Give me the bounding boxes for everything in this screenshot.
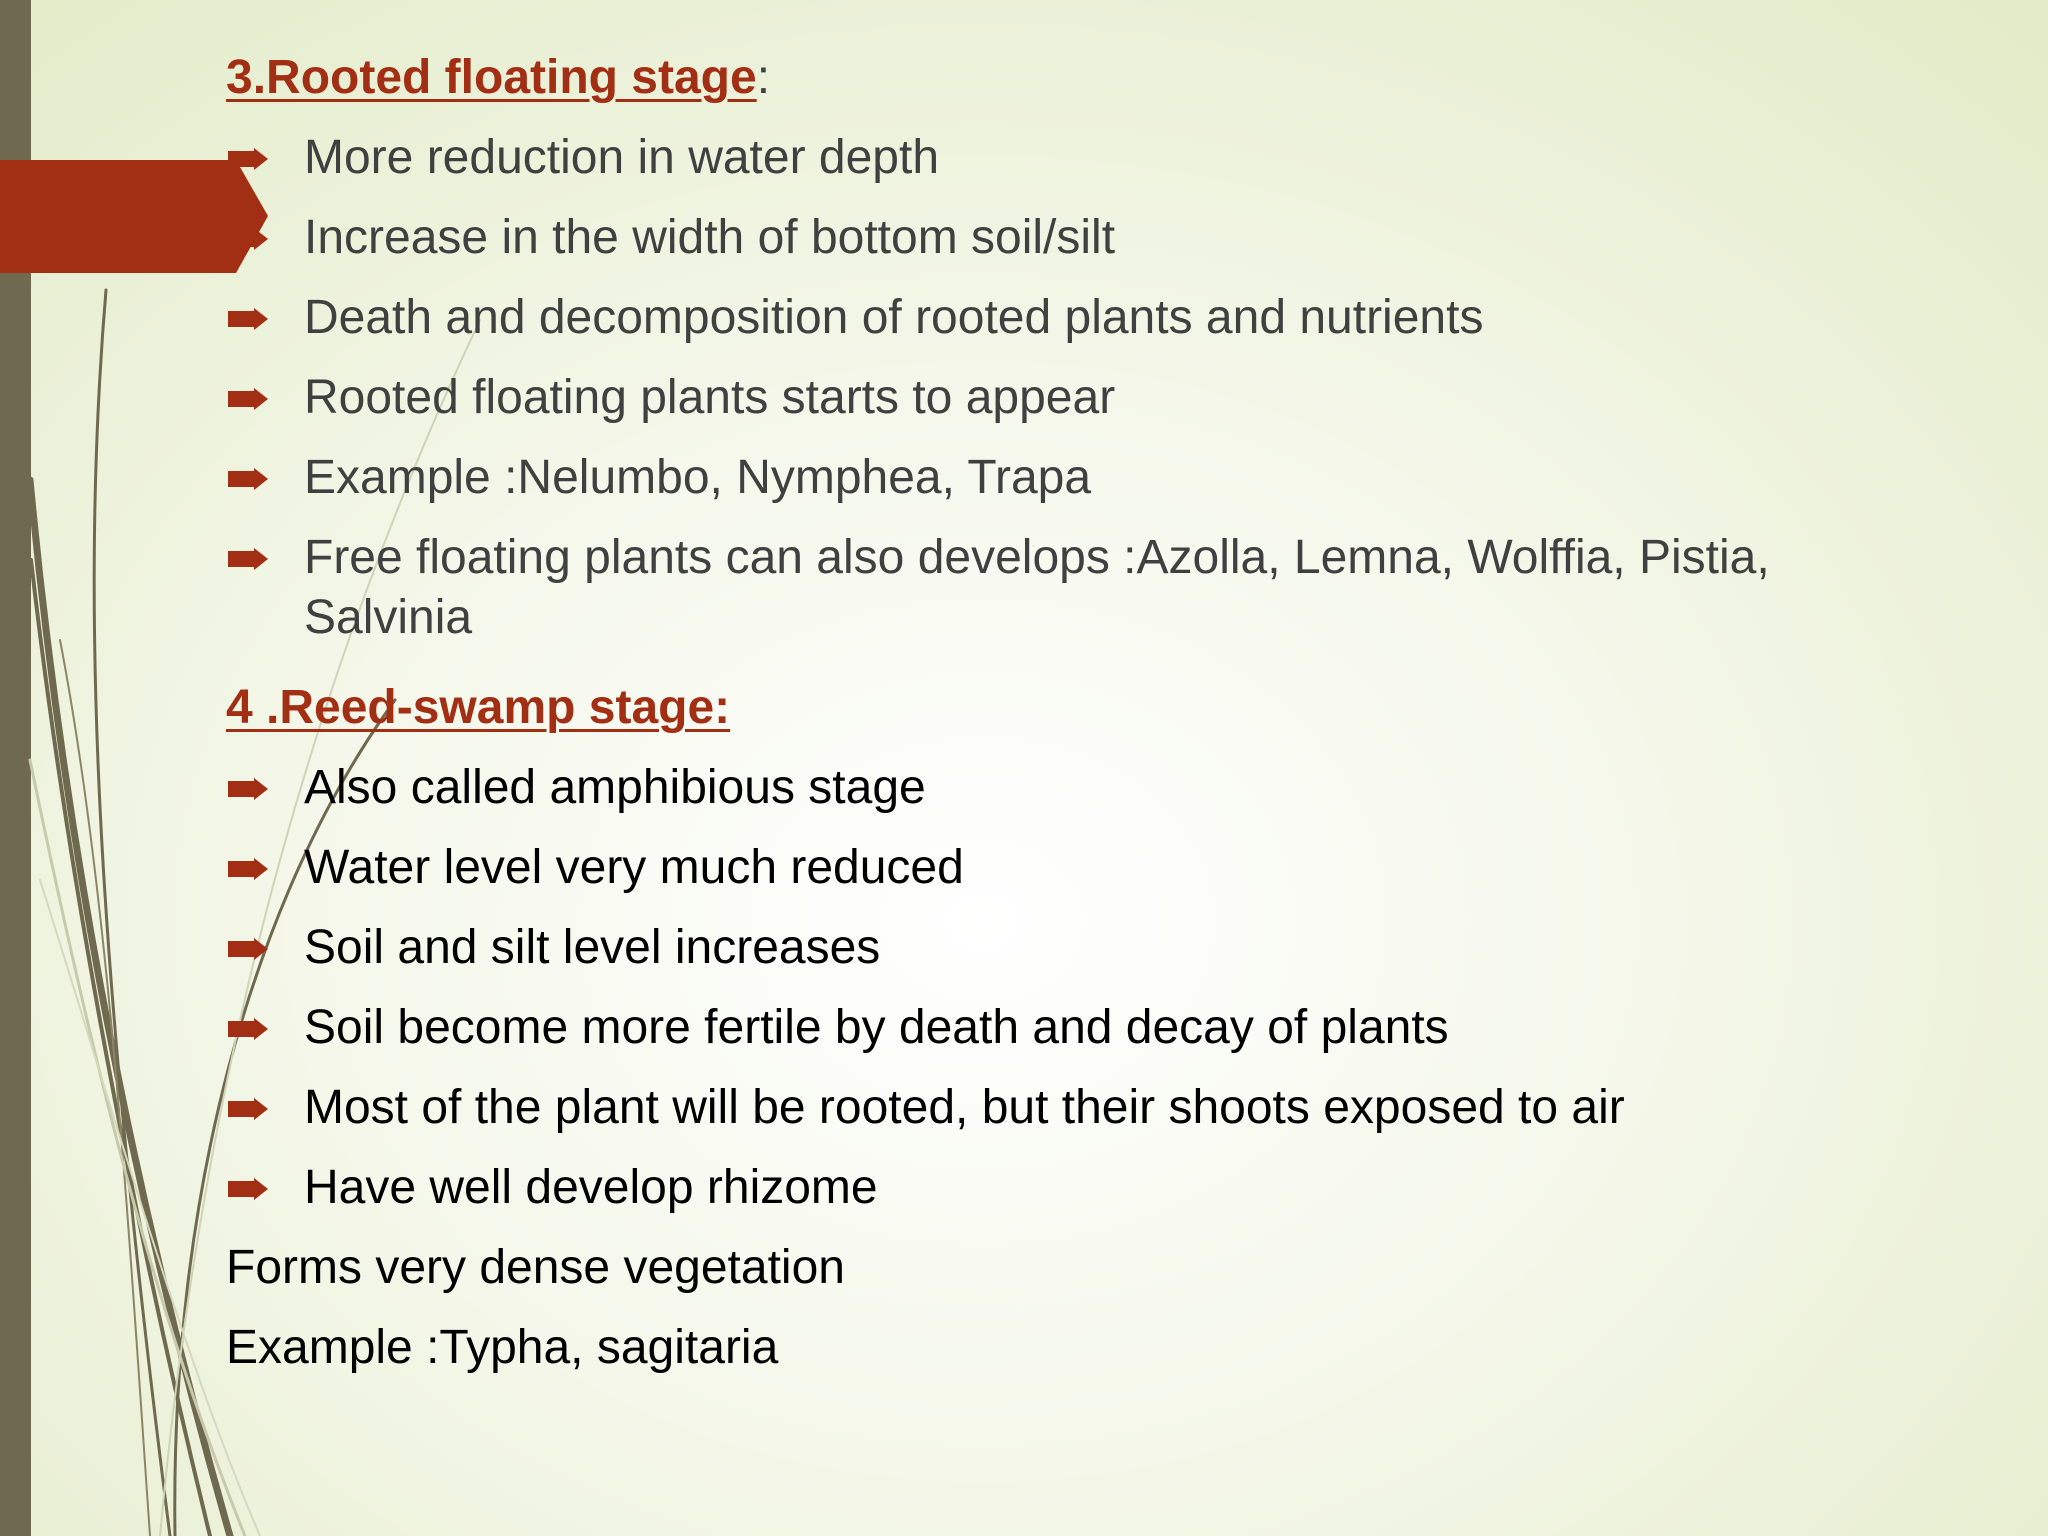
list-item-text: Also called amphibious stage (304, 761, 926, 814)
arrow-bullet-icon (228, 1018, 268, 1040)
arrow-bullet-icon (228, 778, 268, 800)
list-item-text: Water level very much reduced (304, 841, 964, 894)
section4-note: Forms very dense vegetation (226, 1241, 845, 1294)
slide-content (226, 38, 1906, 1398)
arrow-bullet-icon (228, 548, 268, 570)
list-item (226, 528, 1906, 648)
section4-heading (226, 668, 1906, 748)
list-item-text: Have well develop rhizome (304, 1161, 878, 1214)
list-item-text: Free floating plants can also develops :Azolla, Lemna, Wolffia, Pistia, Salvinia (304, 531, 1770, 644)
arrow-bullet-icon (228, 148, 268, 170)
section3-title: 3.Rooted floating stage (226, 51, 757, 104)
list-item (226, 838, 1906, 898)
list-item-text: Soil become more fertile by death and decay of plants (304, 1001, 1449, 1054)
arrow-bullet-icon (228, 1178, 268, 1200)
section3-heading (226, 38, 1906, 118)
arrow-bullet-icon (228, 468, 268, 490)
arrow-bullet-icon (228, 858, 268, 880)
list-item-text: Increase in the width of bottom soil/silt (304, 211, 1116, 264)
arrow-bullet-icon (228, 308, 268, 330)
list-item-text: Death and decomposition of rooted plants and nutrients (304, 291, 1484, 344)
list-item (226, 128, 1906, 188)
section3-title-colon: : (756, 51, 771, 104)
arrow-bullet-icon (228, 938, 268, 960)
list-item (226, 368, 1906, 428)
list-item (226, 998, 1906, 1058)
section4-note: Example :Typha, sagitaria (226, 1321, 779, 1374)
list-item (226, 918, 1906, 978)
list-item (226, 288, 1906, 348)
list-item (226, 758, 1906, 818)
list-item-text: Rooted floating plants starts to appear (304, 371, 1116, 424)
list-item (226, 448, 1906, 508)
list-item-text: Soil and silt level increases (304, 921, 881, 974)
list-item (226, 1078, 1906, 1138)
arrow-bullet-icon (228, 1098, 268, 1120)
list-item (226, 208, 1906, 268)
arrow-bullet-icon (228, 388, 268, 410)
arrow-bullet-icon (228, 228, 268, 250)
list-item-text: Most of the plant will be rooted, but their shoots exposed to air (304, 1081, 1625, 1134)
list-item-text: More reduction in water depth (304, 131, 940, 184)
list-item (226, 1158, 1906, 1218)
section4-title: 4 .Reed-swamp stage: (226, 681, 731, 734)
list-item-text: Example :Nelumbo, Nymphea, Trapa (304, 451, 1092, 504)
